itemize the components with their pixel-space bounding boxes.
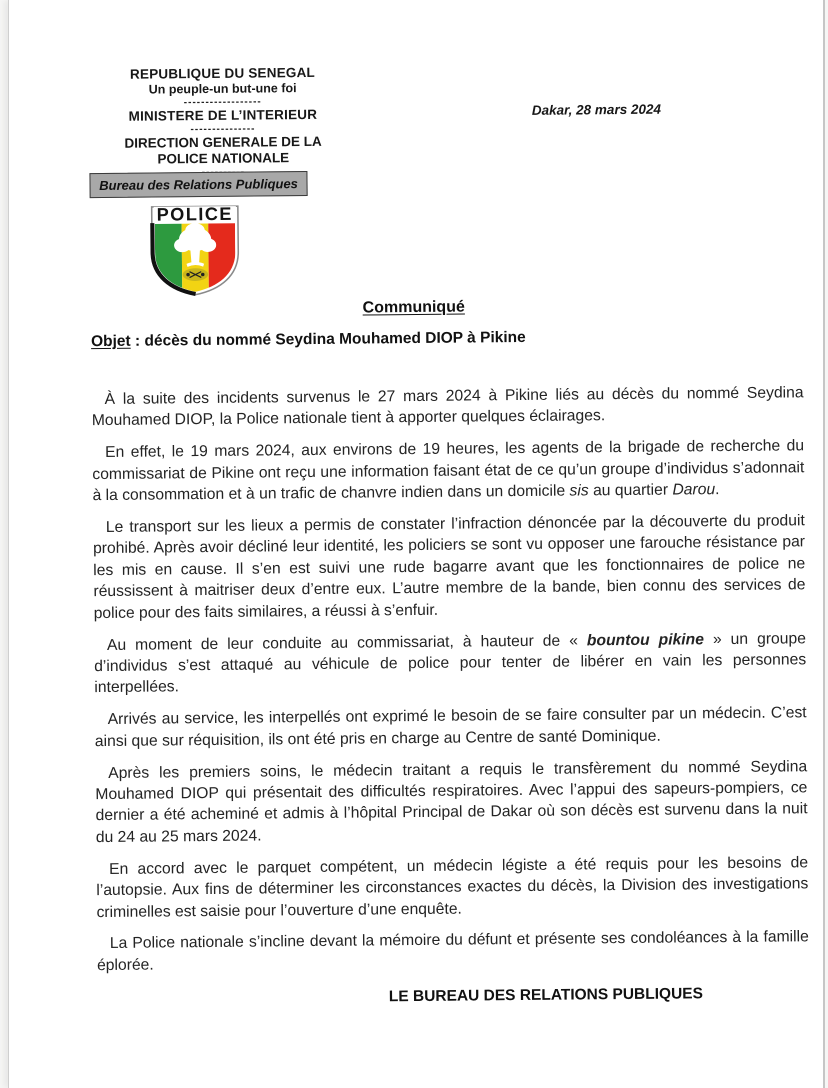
police-shield-icon [143,203,248,298]
paragraph: Après les premiers soins, le médecin traitant a requis le transfèrement du nommé Seydina Mouhamed DIOP qui présentait des difficultés respiratoires. Avec l’appui des sapeurs-pompiers, ce dernier a été acheminé et admis à l’hôpital Principal de Dakar où son décès est survenu dans la nuit du 24 au 25 mars 2024. [95,757,808,846]
document-page [8,0,825,1088]
paragraph: En accord avec le parquet compétent, un médecin légiste a été requis pour les besoins de l’autopsie. Aux fins de déterminer les circonstances exactes du décès, la Division des investigations criminelles est saisie pour l’ouverture d’une enquête. [96,853,809,921]
letterhead-separator: --------------- [190,123,256,136]
signature-block: LE BUREAU DES RELATIONS PUBLIQUES [388,985,703,1006]
body-text [91,382,809,1010]
letterhead-ministry: MINISTERE DE L’INTERIEUR [128,106,318,124]
letterhead [86,65,359,180]
paragraph: À la suite des incidents survenus le 27 mars 2024 à Pikine liés au décès du nommé Seydina Mouhamed DIOP, la Police nationale tient à apporter quelques éclairages. [91,384,804,430]
letterhead-separator: ------------------ [183,96,262,109]
police-logo [143,203,248,298]
paragraph: En effet, le 19 mars 2024, aux environs de 19 heures, les agents de la brigade de recherche du commissariat de Pikine ont reçu une information faisant état de ce qu’un groupe d’individus s’adonnait à la consommation et à un trafic de chanvre indien dans un domicile sis au quartier Darou. [92,437,805,505]
bureau-relations-publiques-box: Bureau des Relations Publiques [89,171,307,198]
paragraph: Arrivés au service, les interpellés ont exprimé le besoin de se faire consulter par un médecin. C’est ainsi que sur réquisition, ils ont été pris en charge au Centre de santé Dominique. [94,704,807,750]
document-content [4,0,828,1088]
letterhead-motto: Un peuple-un but-une foi [148,81,297,97]
letterhead-direction-line1: DIRECTION GENERALE DE LA [124,133,322,151]
body-paragraphs [91,382,809,976]
police-logo-label: POLICE [156,203,234,225]
subject-text: : décès du nommé Seydina Mouhamed DIOP à Pikine [130,328,526,350]
subject-line [91,329,526,351]
paragraph: Au moment de leur conduite au commissariat, à hauteur de « bountou pikine » un groupe d’individus s’est attaqué au véhicule de police pour tenter de libérer en vain les personnes interpellées. [94,629,807,697]
paragraph: Le transport sur les lieux a permis de constater l’infraction dénoncée par la découverte du produit prohibé. Après avoir décliné leur identité, les policiers se sont vu opposer une farouche résistance par les mis en cause. Il s’en est suivi une rude bagarre avant que les fonctionnaires de police ne réussissent à maitriser deux d’entre eux. L’autre membre de la bande, bien connu des services de police pour des faits similaires, a réussi à s’enfuir. [92,512,806,622]
letterhead-direction-line2: POLICE NATIONALE [157,150,290,167]
paragraph: La Police nationale s’incline devant la mémoire du défunt et présente ses condoléances à la famille éplorée. [96,928,809,974]
dateline: Dakar, 28 mars 2024 [531,101,662,118]
subject-label: Objet [90,332,131,351]
letterhead-country: REPUBLIQUE DU SENEGAL [129,64,316,82]
document-title: Communiqué [362,298,465,317]
